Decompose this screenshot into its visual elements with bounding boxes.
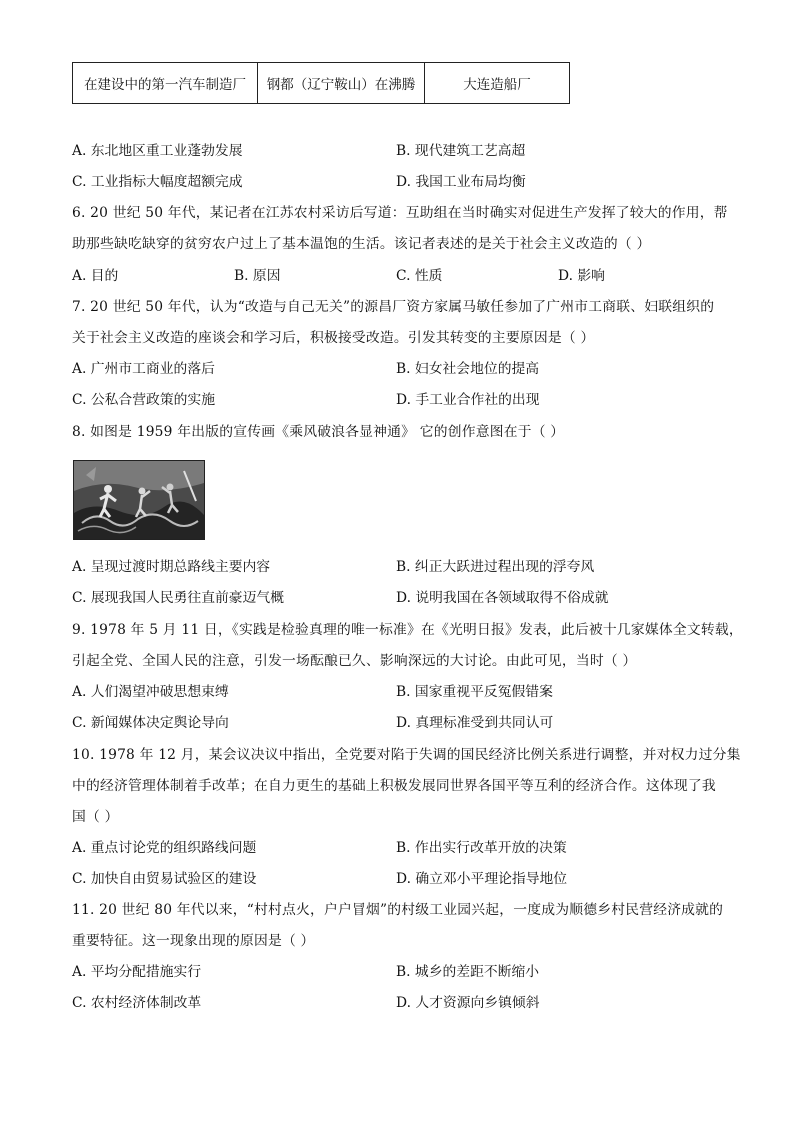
q9-option-b[interactable]: B. 国家重视平反冤假错案 bbox=[396, 684, 553, 700]
table-cell-dalian-shipyard: 大连造船厂 bbox=[425, 63, 570, 104]
q9-option-d[interactable]: D. 真理标准受到共同认可 bbox=[396, 715, 554, 731]
table-row bbox=[73, 63, 570, 104]
q8-option-d[interactable]: D. 说明我国在各领域取得不俗成就 bbox=[396, 590, 609, 606]
q6-stem-line1: 6. 20 世纪 50 年代，某记者在江苏农村采访后写道：互助组在当时确实对促进生产发挥了较大的作用，帮 bbox=[72, 205, 728, 221]
q6-option-a[interactable]: A. 目的 bbox=[72, 268, 119, 284]
q11-stem-line1: 11. 20 世纪 80 年代以来，“村村点火，户户冒烟”的村级工业园兴起，一度成为顺德乡村民营经济成就的 bbox=[72, 902, 724, 918]
q7-stem-line1: 7. 20 世纪 50 年代，认为“改造与自己无关”的源昌厂资方家属马敏任参加了广州市工商联、妇联组织的 bbox=[72, 299, 715, 315]
q11-option-c[interactable]: C. 农村经济体制改革 bbox=[72, 995, 202, 1011]
q8-option-a[interactable]: A. 呈现过渡时期总路线主要内容 bbox=[72, 559, 271, 575]
q7-option-c[interactable]: C. 公私合营政策的实施 bbox=[72, 392, 216, 408]
q11-option-b[interactable]: B. 城乡的差距不断缩小 bbox=[396, 964, 540, 980]
q8-stem-line1: 8. 如图是 1959 年出版的宣传画《乘风破浪各显神通》 它的创作意图在于（ ） bbox=[72, 424, 565, 440]
q9-stem-line2: 引起全党、全国人民的注意，引发一场酝酿已久、影响深远的大讨论。由此可见，当时（ ） bbox=[72, 653, 637, 669]
q11-option-a[interactable]: A. 平均分配措施实行 bbox=[72, 964, 202, 980]
q7-option-d[interactable]: D. 手工业合作社的出现 bbox=[396, 392, 540, 408]
q6-stem-line2: 助那些缺吃缺穿的贫穷农户过上了基本温饱的生活。该记者表述的是关于社会主义改造的（ ） bbox=[72, 236, 651, 252]
q9-option-c[interactable]: C. 新闻媒体决定舆论导向 bbox=[72, 715, 229, 731]
q5-option-c[interactable]: C. 工业指标大幅度超额完成 bbox=[72, 174, 243, 190]
q10-stem-line2: 中的经济管理体制着手改革；在自力更生的基础上积极发展同世界各国平等互利的经济合作。这体现了我 bbox=[72, 778, 716, 794]
q7-option-a[interactable]: A. 广州市工商业的落后 bbox=[72, 361, 215, 377]
q5-option-b[interactable]: B. 现代建筑工艺高超 bbox=[396, 143, 526, 159]
q10-option-d[interactable]: D. 确立邓小平理论指导地位 bbox=[396, 871, 568, 887]
q11-option-d[interactable]: D. 人才资源向乡镇倾斜 bbox=[396, 995, 540, 1011]
q8-option-c[interactable]: C. 展现我国人民勇往直前豪迈气概 bbox=[72, 590, 284, 606]
q10-option-a[interactable]: A. 重点讨论党的组织路线问题 bbox=[72, 840, 257, 856]
q8-option-b[interactable]: B. 纠正大跃进过程出现的浮夸风 bbox=[396, 559, 595, 575]
q10-option-b[interactable]: B. 作出实行改革开放的决策 bbox=[396, 840, 567, 856]
q11-stem-line2: 重要特征。这一现象出现的原因是（ ） bbox=[72, 933, 315, 949]
q7-option-b[interactable]: B. 妇女社会地位的提高 bbox=[396, 361, 540, 377]
table-cell-first-auto-works: 在建设中的第一汽车制造厂 bbox=[73, 63, 258, 104]
q5-option-a[interactable]: A. 东北地区重工业蓬勃发展 bbox=[72, 143, 243, 159]
q5-option-d[interactable]: D. 我国工业布局均衡 bbox=[396, 174, 526, 190]
q10-stem-line1: 10. 1978 年 12 月，某会议决议中指出，全党要对陷于失调的国民经济比例关系进行调整，并对权力过分集 bbox=[72, 747, 741, 763]
q6-option-c[interactable]: C. 性质 bbox=[396, 268, 443, 284]
table-cell-anshan-steel: 钢都（辽宁鞍山）在沸腾 bbox=[258, 63, 425, 104]
q9-option-a[interactable]: A. 人们渴望冲破思想束缚 bbox=[72, 684, 229, 700]
q6-option-d[interactable]: D. 影响 bbox=[558, 268, 605, 284]
q9-stem-line1: 9. 1978 年 5 月 11 日，《实践是检验真理的唯一标准》在《光明日报》发表，此后被十几家媒体全文转载， bbox=[72, 622, 743, 638]
image-caption-table bbox=[72, 62, 570, 104]
q10-option-c[interactable]: C. 加快自由贸易试验区的建设 bbox=[72, 871, 257, 887]
propaganda-poster-image bbox=[73, 460, 205, 540]
q10-stem-line3: 国（ ） bbox=[72, 809, 119, 825]
q6-option-b[interactable]: B. 原因 bbox=[234, 268, 281, 284]
poster-illustration bbox=[74, 461, 204, 539]
q7-stem-line2: 关于社会主义改造的座谈会和学习后，积极接受改造。引发其转变的主要原因是（ ） bbox=[72, 330, 595, 346]
